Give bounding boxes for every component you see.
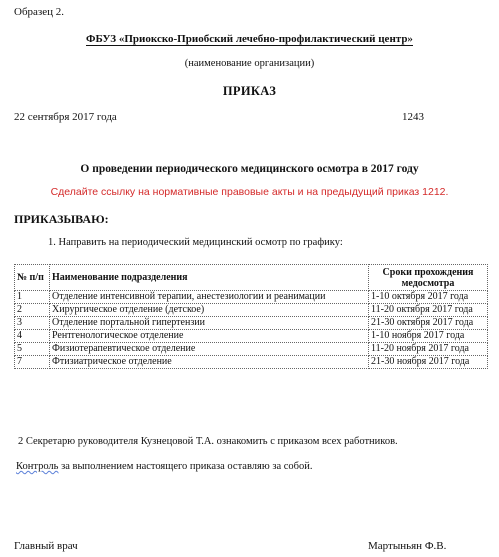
row-department: Рентгенологическое отделение — [50, 330, 369, 343]
order-number: 1243 — [402, 111, 424, 123]
table-row — [15, 330, 488, 343]
organization-name — [0, 33, 499, 45]
header-department: Наименование подразделения — [50, 265, 369, 291]
header-dates: Сроки прохождения медосмотра — [369, 265, 488, 291]
row-dates: 11-20 октября 2017 года — [369, 304, 488, 317]
row-department: Фтизиатрическое отделение — [50, 356, 369, 369]
signer-name: Мартыньян Ф.В. — [368, 540, 447, 552]
row-dates: 11-20 ноября 2017 года — [369, 343, 488, 356]
control-rest: за выполнением настоящего приказа оставляю за собой. — [58, 461, 313, 472]
row-department: Физиотерапевтическое отделение — [50, 343, 369, 356]
row-dates: 1-10 октября 2017 года — [369, 291, 488, 304]
table-row — [15, 343, 488, 356]
row-dates: 21-30 ноября 2017 года — [369, 356, 488, 369]
organization-name-text: ФБУЗ «Приокско-Приобский лечебно-профилактический центр» — [86, 33, 413, 45]
row-number: 2 — [15, 304, 50, 317]
table-row — [15, 317, 488, 330]
table-row — [15, 291, 488, 304]
table-header-row — [15, 265, 488, 291]
sample-label: Образец 2. — [14, 6, 65, 18]
row-dates: 1-10 ноября 2017 года — [369, 330, 488, 343]
header-number: № п/п — [15, 265, 50, 291]
row-number: 3 — [15, 317, 50, 330]
row-department: Отделение портальной гипертензии — [50, 317, 369, 330]
red-instruction-note: Сделайте ссылку на нормативные правовые акты и на предыдущий приказ 1212. — [50, 186, 449, 198]
organization-caption: (наименование организации) — [184, 58, 315, 69]
table-row — [15, 304, 488, 317]
row-number: 5 — [15, 343, 50, 356]
order-subject: О проведении периодического медицинского осмотра в 2017 году — [80, 163, 419, 175]
order-keyword: ПРИКАЗЫВАЮ: — [14, 212, 109, 226]
row-number: 4 — [15, 330, 50, 343]
row-number: 7 — [15, 356, 50, 369]
table-row — [15, 356, 488, 369]
row-department: Хирургическое отделение (детское) — [50, 304, 369, 317]
row-dates: 21-30 октября 2017 года — [369, 317, 488, 330]
order-date: 22 сентября 2017 года — [14, 111, 117, 123]
order-control-line — [16, 461, 313, 472]
signer-title: Главный врач — [14, 540, 78, 552]
order-item-2: 2 Секретарю руководителя Кузнецовой Т.А. ознакомить с приказом всех работников. — [18, 436, 398, 447]
row-department: Отделение интенсивной терапии, анестезиологии и реанимации — [50, 291, 369, 304]
document-title: ПРИКАЗ — [222, 84, 277, 98]
schedule-table — [14, 264, 488, 369]
order-item-1: 1. Направить на периодический медицинский осмотр по графику: — [48, 237, 343, 248]
control-word: Контроль — [16, 461, 59, 472]
row-number: 1 — [15, 291, 50, 304]
